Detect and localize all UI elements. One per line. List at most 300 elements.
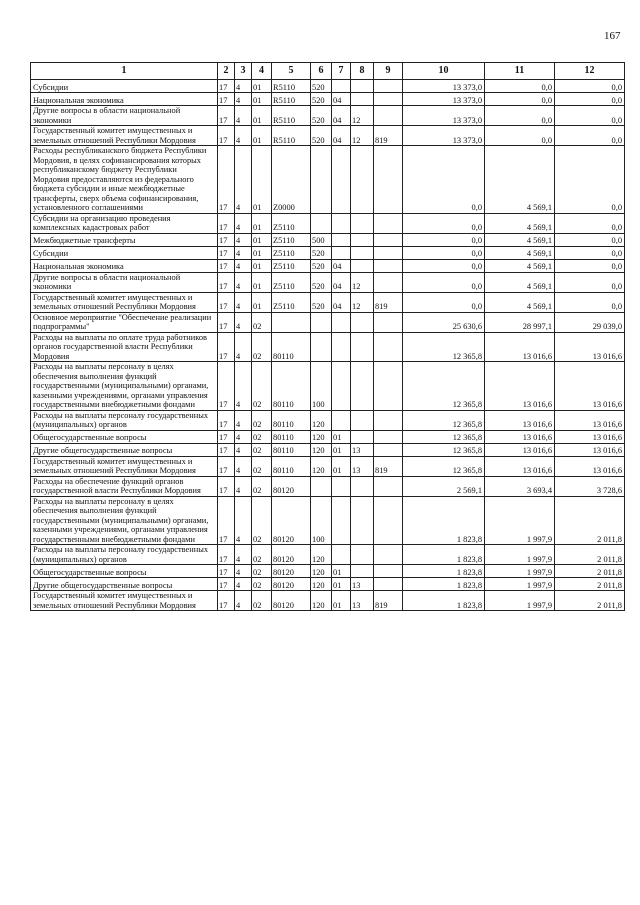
row-cell-11: 1 997,9 xyxy=(485,496,555,545)
row-cell-12: 2 011,8 xyxy=(555,545,625,565)
row-cell-3: 4 xyxy=(235,213,252,233)
row-cell-7 xyxy=(332,233,351,246)
row-cell-9 xyxy=(374,430,403,443)
row-cell-6 xyxy=(311,213,332,233)
row-cell-11: 3 693,4 xyxy=(485,476,555,496)
row-label: Другие вопросы в области национальной экономики xyxy=(31,106,218,126)
row-cell-11: 28 997,1 xyxy=(485,312,555,332)
row-cell-12: 13 016,6 xyxy=(555,443,625,456)
row-cell-4: 02 xyxy=(252,578,272,591)
row-label: Основное мероприятие "Обеспечение реализации подпрограммы" xyxy=(31,312,218,332)
table-body xyxy=(31,80,625,611)
row-cell-2: 17 xyxy=(218,565,235,578)
row-cell-6: 120 xyxy=(311,578,332,591)
row-cell-10: 1 823,8 xyxy=(403,591,485,611)
row-cell-3: 4 xyxy=(235,456,252,476)
row-label: Государственный комитет имущественных и земельных отношений Республики Мордовия xyxy=(31,126,218,146)
row-cell-12: 0,0 xyxy=(555,233,625,246)
row-cell-7: 01 xyxy=(332,578,351,591)
row-cell-3: 4 xyxy=(235,126,252,146)
header-cell: 7 xyxy=(332,63,351,80)
row-cell-10: 12 365,8 xyxy=(403,410,485,430)
row-cell-11: 0,0 xyxy=(485,80,555,93)
row-cell-8 xyxy=(351,362,374,411)
row-cell-5: 80110 xyxy=(272,362,311,411)
row-cell-4: 02 xyxy=(252,456,272,476)
table-row xyxy=(31,578,625,591)
row-cell-2: 17 xyxy=(218,213,235,233)
row-cell-12: 0,0 xyxy=(555,213,625,233)
row-cell-5: R5110 xyxy=(272,106,311,126)
row-cell-4: 02 xyxy=(252,362,272,411)
row-cell-12: 0,0 xyxy=(555,272,625,292)
row-label: Расходы на обеспечение функций органов государственной власти Республики Мордовия xyxy=(31,476,218,496)
row-cell-6: 520 xyxy=(311,259,332,272)
row-cell-10: 0,0 xyxy=(403,213,485,233)
row-cell-12: 13 016,6 xyxy=(555,332,625,362)
page-number: 167 xyxy=(604,30,621,42)
row-cell-11: 13 016,6 xyxy=(485,456,555,476)
row-cell-8: 12 xyxy=(351,292,374,312)
row-label: Общегосударственные вопросы xyxy=(31,565,218,578)
row-cell-6: 120 xyxy=(311,591,332,611)
row-cell-7 xyxy=(332,213,351,233)
row-cell-4: 02 xyxy=(252,496,272,545)
row-cell-12: 13 016,6 xyxy=(555,430,625,443)
row-cell-5: 80120 xyxy=(272,496,311,545)
row-label: Государственный комитет имущественных и земельных отношений Республики Мордовия xyxy=(31,456,218,476)
row-cell-3: 4 xyxy=(235,233,252,246)
row-cell-2: 17 xyxy=(218,591,235,611)
row-cell-2: 17 xyxy=(218,146,235,214)
row-cell-7 xyxy=(332,410,351,430)
row-cell-5: Z5110 xyxy=(272,213,311,233)
table-row xyxy=(31,332,625,362)
row-cell-2: 17 xyxy=(218,246,235,259)
row-cell-9 xyxy=(374,80,403,93)
row-cell-7 xyxy=(332,146,351,214)
row-cell-11: 4 569,1 xyxy=(485,213,555,233)
row-cell-2: 17 xyxy=(218,126,235,146)
row-cell-8 xyxy=(351,146,374,214)
row-cell-10: 0,0 xyxy=(403,246,485,259)
table-row xyxy=(31,126,625,146)
row-cell-2: 17 xyxy=(218,80,235,93)
row-cell-9 xyxy=(374,146,403,214)
row-cell-10: 1 823,8 xyxy=(403,496,485,545)
row-cell-12: 2 011,8 xyxy=(555,496,625,545)
row-cell-8 xyxy=(351,410,374,430)
table-row xyxy=(31,246,625,259)
row-cell-7 xyxy=(332,496,351,545)
row-label: Расходы на выплаты персоналу в целях обеспечения выполнения функций государственными (муниципальными) органами, казенными учреждениями, органами управления государственными внебюджетными фондами xyxy=(31,362,218,411)
table-row xyxy=(31,312,625,332)
table-row xyxy=(31,410,625,430)
row-cell-9 xyxy=(374,476,403,496)
row-label: Другие общегосударственные вопросы xyxy=(31,443,218,456)
row-cell-9: 819 xyxy=(374,126,403,146)
row-cell-9 xyxy=(374,246,403,259)
row-cell-8 xyxy=(351,545,374,565)
row-cell-3: 4 xyxy=(235,430,252,443)
row-cell-11: 0,0 xyxy=(485,106,555,126)
table-row xyxy=(31,146,625,214)
row-cell-8 xyxy=(351,312,374,332)
row-cell-4: 02 xyxy=(252,565,272,578)
header-cell: 8 xyxy=(351,63,374,80)
table-row xyxy=(31,80,625,93)
row-cell-12: 2 011,8 xyxy=(555,591,625,611)
table-row xyxy=(31,362,625,411)
row-cell-5: 80110 xyxy=(272,456,311,476)
row-cell-4: 01 xyxy=(252,272,272,292)
row-cell-8 xyxy=(351,332,374,362)
row-cell-5: Z5110 xyxy=(272,259,311,272)
row-cell-4: 01 xyxy=(252,146,272,214)
row-label: Другие вопросы в области национальной экономики xyxy=(31,272,218,292)
row-cell-5: Z5110 xyxy=(272,233,311,246)
row-cell-2: 17 xyxy=(218,578,235,591)
table-row xyxy=(31,233,625,246)
row-cell-2: 17 xyxy=(218,272,235,292)
row-cell-7 xyxy=(332,246,351,259)
row-cell-10: 13 373,0 xyxy=(403,93,485,106)
row-cell-4: 02 xyxy=(252,312,272,332)
row-cell-2: 17 xyxy=(218,545,235,565)
row-cell-2: 17 xyxy=(218,430,235,443)
row-cell-7: 04 xyxy=(332,292,351,312)
row-cell-6: 120 xyxy=(311,410,332,430)
table-row xyxy=(31,545,625,565)
header-cell: 11 xyxy=(485,63,555,80)
row-cell-6 xyxy=(311,146,332,214)
row-label: Государственный комитет имущественных и земельных отношений Республики Мордовия xyxy=(31,591,218,611)
row-cell-8 xyxy=(351,259,374,272)
header-cell: 4 xyxy=(252,63,272,80)
row-cell-4: 02 xyxy=(252,545,272,565)
table-header-row xyxy=(31,63,625,80)
row-cell-7: 04 xyxy=(332,106,351,126)
row-label: Расходы на выплаты персоналу государственных (муниципальных) органов xyxy=(31,545,218,565)
row-cell-2: 17 xyxy=(218,233,235,246)
row-cell-9 xyxy=(374,410,403,430)
row-cell-2: 17 xyxy=(218,362,235,411)
row-cell-6: 120 xyxy=(311,443,332,456)
row-cell-6: 500 xyxy=(311,233,332,246)
row-label: Субсидии на организацию проведения комплексных кадастровых работ xyxy=(31,213,218,233)
row-label: Национальная экономика xyxy=(31,93,218,106)
row-cell-11: 0,0 xyxy=(485,126,555,146)
row-cell-12: 0,0 xyxy=(555,259,625,272)
row-cell-11: 4 569,1 xyxy=(485,146,555,214)
row-cell-5: 80120 xyxy=(272,591,311,611)
row-cell-11: 4 569,1 xyxy=(485,292,555,312)
row-cell-7 xyxy=(332,332,351,362)
row-label: Другие общегосударственные вопросы xyxy=(31,578,218,591)
row-cell-4: 01 xyxy=(252,213,272,233)
row-cell-7: 01 xyxy=(332,443,351,456)
row-cell-9: 819 xyxy=(374,591,403,611)
table-row xyxy=(31,496,625,545)
row-cell-7: 04 xyxy=(332,93,351,106)
row-cell-3: 4 xyxy=(235,565,252,578)
row-cell-8: 13 xyxy=(351,578,374,591)
row-cell-10: 12 365,8 xyxy=(403,362,485,411)
row-cell-3: 4 xyxy=(235,106,252,126)
row-label: Расходы на выплаты персоналу в целях обеспечения выполнения функций государственными (муниципальными) органами, казенными учреждениями, органами управления государственными внебюджетными фондами xyxy=(31,496,218,545)
row-cell-3: 4 xyxy=(235,80,252,93)
row-cell-12: 2 011,8 xyxy=(555,578,625,591)
row-cell-7: 01 xyxy=(332,591,351,611)
row-cell-5: 80120 xyxy=(272,545,311,565)
row-cell-11: 1 997,9 xyxy=(485,578,555,591)
row-cell-6: 520 xyxy=(311,93,332,106)
header-cell: 1 xyxy=(31,63,218,80)
row-label: Расходы на выплаты персоналу государственных (муниципальных) органов xyxy=(31,410,218,430)
row-cell-5: 80110 xyxy=(272,430,311,443)
row-cell-3: 4 xyxy=(235,578,252,591)
table-row xyxy=(31,443,625,456)
row-cell-3: 4 xyxy=(235,476,252,496)
row-cell-3: 4 xyxy=(235,93,252,106)
row-cell-5: R5110 xyxy=(272,93,311,106)
table-row xyxy=(31,272,625,292)
row-cell-12: 3 728,6 xyxy=(555,476,625,496)
row-cell-12: 0,0 xyxy=(555,146,625,214)
row-cell-7 xyxy=(332,545,351,565)
row-cell-9 xyxy=(374,496,403,545)
row-cell-12: 0,0 xyxy=(555,126,625,146)
table-row xyxy=(31,259,625,272)
row-cell-5: 80110 xyxy=(272,410,311,430)
row-cell-9 xyxy=(374,259,403,272)
row-cell-10: 0,0 xyxy=(403,146,485,214)
row-cell-4: 01 xyxy=(252,93,272,106)
row-cell-12: 29 039,0 xyxy=(555,312,625,332)
row-cell-8 xyxy=(351,246,374,259)
table-row xyxy=(31,565,625,578)
row-cell-11: 13 016,6 xyxy=(485,410,555,430)
row-cell-8 xyxy=(351,93,374,106)
row-cell-10: 25 630,6 xyxy=(403,312,485,332)
row-cell-10: 12 365,8 xyxy=(403,456,485,476)
row-cell-10: 12 365,8 xyxy=(403,443,485,456)
row-cell-9 xyxy=(374,233,403,246)
row-cell-5: R5110 xyxy=(272,126,311,146)
row-cell-12: 0,0 xyxy=(555,246,625,259)
row-cell-11: 13 016,6 xyxy=(485,362,555,411)
row-cell-9 xyxy=(374,332,403,362)
row-cell-7: 01 xyxy=(332,565,351,578)
row-cell-9 xyxy=(374,106,403,126)
row-cell-8: 12 xyxy=(351,272,374,292)
row-cell-6: 120 xyxy=(311,545,332,565)
row-cell-5: 80120 xyxy=(272,476,311,496)
row-cell-10: 13 373,0 xyxy=(403,80,485,93)
row-cell-12: 13 016,6 xyxy=(555,362,625,411)
row-cell-7: 04 xyxy=(332,259,351,272)
row-cell-4: 01 xyxy=(252,126,272,146)
row-cell-11: 13 016,6 xyxy=(485,332,555,362)
row-cell-11: 13 016,6 xyxy=(485,430,555,443)
row-label: Национальная экономика xyxy=(31,259,218,272)
row-cell-9: 819 xyxy=(374,456,403,476)
row-cell-5: Z5110 xyxy=(272,246,311,259)
row-cell-2: 17 xyxy=(218,456,235,476)
row-cell-12: 2 011,8 xyxy=(555,565,625,578)
row-cell-2: 17 xyxy=(218,93,235,106)
row-cell-3: 4 xyxy=(235,246,252,259)
row-cell-11: 4 569,1 xyxy=(485,259,555,272)
row-cell-6: 520 xyxy=(311,126,332,146)
row-cell-6: 100 xyxy=(311,496,332,545)
row-cell-6: 120 xyxy=(311,565,332,578)
row-cell-12: 0,0 xyxy=(555,93,625,106)
row-cell-8: 13 xyxy=(351,443,374,456)
row-cell-2: 17 xyxy=(218,476,235,496)
row-cell-12: 13 016,6 xyxy=(555,456,625,476)
row-cell-4: 01 xyxy=(252,233,272,246)
row-cell-3: 4 xyxy=(235,591,252,611)
header-cell: 12 xyxy=(555,63,625,80)
row-cell-11: 4 569,1 xyxy=(485,233,555,246)
row-cell-9 xyxy=(374,213,403,233)
row-cell-2: 17 xyxy=(218,312,235,332)
row-cell-8 xyxy=(351,476,374,496)
table-row xyxy=(31,213,625,233)
header-cell: 5 xyxy=(272,63,311,80)
header-cell: 10 xyxy=(403,63,485,80)
row-cell-3: 4 xyxy=(235,292,252,312)
row-cell-4: 01 xyxy=(252,246,272,259)
table-row xyxy=(31,476,625,496)
row-cell-8 xyxy=(351,233,374,246)
row-cell-5: 80120 xyxy=(272,578,311,591)
row-cell-11: 4 569,1 xyxy=(485,272,555,292)
table-row xyxy=(31,591,625,611)
row-label: Субсидии xyxy=(31,246,218,259)
row-cell-2: 17 xyxy=(218,410,235,430)
row-cell-5: 80120 xyxy=(272,565,311,578)
row-cell-4: 02 xyxy=(252,591,272,611)
row-cell-10: 13 373,0 xyxy=(403,126,485,146)
row-cell-2: 17 xyxy=(218,259,235,272)
row-cell-9 xyxy=(374,362,403,411)
row-cell-9 xyxy=(374,93,403,106)
row-cell-7: 04 xyxy=(332,126,351,146)
row-cell-6: 520 xyxy=(311,246,332,259)
row-label: Межбюджетные трансферты xyxy=(31,233,218,246)
row-cell-6: 520 xyxy=(311,80,332,93)
row-cell-4: 02 xyxy=(252,410,272,430)
row-cell-6 xyxy=(311,476,332,496)
row-cell-2: 17 xyxy=(218,332,235,362)
table-row xyxy=(31,430,625,443)
row-cell-7 xyxy=(332,312,351,332)
row-cell-4: 02 xyxy=(252,476,272,496)
row-cell-10: 0,0 xyxy=(403,272,485,292)
row-cell-8: 12 xyxy=(351,126,374,146)
row-cell-11: 4 569,1 xyxy=(485,246,555,259)
row-label: Субсидии xyxy=(31,80,218,93)
row-cell-9 xyxy=(374,312,403,332)
row-cell-2: 17 xyxy=(218,496,235,545)
row-cell-3: 4 xyxy=(235,443,252,456)
row-cell-5: Z0000 xyxy=(272,146,311,214)
row-cell-6: 520 xyxy=(311,292,332,312)
row-cell-12: 0,0 xyxy=(555,80,625,93)
budget-table xyxy=(30,62,625,611)
row-cell-8: 13 xyxy=(351,591,374,611)
row-cell-8: 13 xyxy=(351,456,374,476)
row-cell-12: 13 016,6 xyxy=(555,410,625,430)
row-cell-10: 13 373,0 xyxy=(403,106,485,126)
row-cell-3: 4 xyxy=(235,332,252,362)
row-cell-3: 4 xyxy=(235,272,252,292)
table-row xyxy=(31,93,625,106)
row-cell-3: 4 xyxy=(235,259,252,272)
row-cell-7 xyxy=(332,362,351,411)
row-cell-9 xyxy=(374,565,403,578)
row-cell-8 xyxy=(351,213,374,233)
row-cell-7: 04 xyxy=(332,272,351,292)
row-cell-6: 100 xyxy=(311,362,332,411)
row-cell-4: 01 xyxy=(252,106,272,126)
row-cell-11: 1 997,9 xyxy=(485,591,555,611)
row-cell-11: 1 997,9 xyxy=(485,565,555,578)
row-cell-8 xyxy=(351,80,374,93)
row-cell-5 xyxy=(272,312,311,332)
row-cell-10: 12 365,8 xyxy=(403,430,485,443)
row-cell-8 xyxy=(351,565,374,578)
row-cell-2: 17 xyxy=(218,292,235,312)
row-label: Расходы на выплаты по оплате труда работников органов государственной власти Республики Мордовия xyxy=(31,332,218,362)
row-cell-6: 520 xyxy=(311,272,332,292)
row-cell-11: 1 997,9 xyxy=(485,545,555,565)
row-cell-7: 01 xyxy=(332,456,351,476)
row-cell-3: 4 xyxy=(235,496,252,545)
row-cell-8 xyxy=(351,496,374,545)
row-cell-7 xyxy=(332,476,351,496)
row-cell-3: 4 xyxy=(235,146,252,214)
table-row xyxy=(31,106,625,126)
row-label: Государственный комитет имущественных и земельных отношений Республики Мордовия xyxy=(31,292,218,312)
row-cell-10: 2 569,1 xyxy=(403,476,485,496)
row-cell-12: 0,0 xyxy=(555,292,625,312)
row-cell-4: 01 xyxy=(252,259,272,272)
row-cell-9 xyxy=(374,443,403,456)
row-cell-5: 80110 xyxy=(272,332,311,362)
table-row xyxy=(31,292,625,312)
row-cell-12: 0,0 xyxy=(555,106,625,126)
row-cell-6 xyxy=(311,332,332,362)
row-label: Общегосударственные вопросы xyxy=(31,430,218,443)
row-cell-11: 0,0 xyxy=(485,93,555,106)
row-cell-6: 520 xyxy=(311,106,332,126)
row-cell-4: 02 xyxy=(252,430,272,443)
row-cell-6: 120 xyxy=(311,430,332,443)
row-cell-10: 1 823,8 xyxy=(403,578,485,591)
row-cell-7 xyxy=(332,80,351,93)
row-cell-3: 4 xyxy=(235,312,252,332)
table-row xyxy=(31,456,625,476)
row-cell-3: 4 xyxy=(235,545,252,565)
row-cell-5: R5110 xyxy=(272,80,311,93)
row-cell-5: Z5110 xyxy=(272,272,311,292)
header-cell: 3 xyxy=(235,63,252,80)
row-cell-2: 17 xyxy=(218,443,235,456)
row-cell-6 xyxy=(311,312,332,332)
